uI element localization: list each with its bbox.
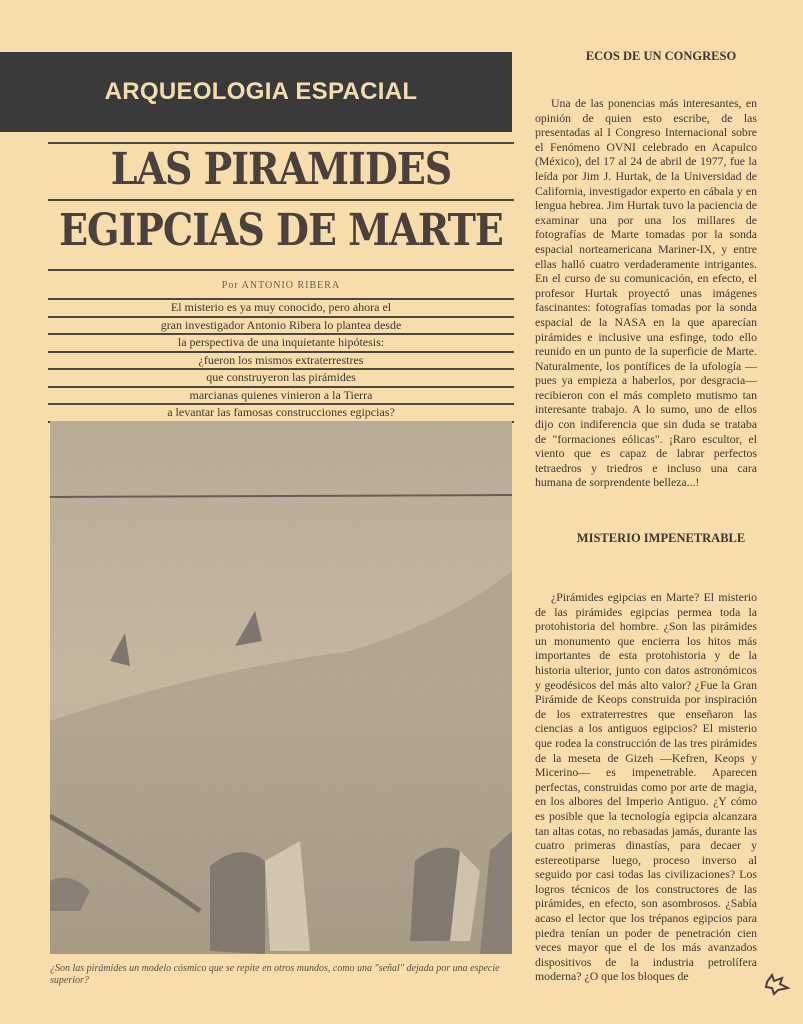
deck-line: marcianas quienes vinieron a la Tierra — [48, 386, 514, 404]
section-banner — [0, 52, 512, 132]
paragraph: ¿Pirámides egipcias en Marte? El misterio de las pirámides egipcias permea toda la protohistoria del hombre. ¿Son las pirámides un monumento que encierra los hitos más importantes de esta protohistoria y de la historia ulterior, junto con datos astronómicos y geodésicos del más alto valor? ¿Fue la Gran Pirámide de Keops construida por inspiración de los extraterrestres que enseñaron las ciencias a los antiguos egipcios? El misterio que rodea la construcción de las tres pirámides de la meseta de Gizeh —Kefren, Keops y Micerino— es impenetrable. Aparecen perfectas, construidas como por arte de magia, en los albores del Imperio Antiguo. ¿Y cómo es posible que la tecnología egipcia alcanzara tan altas cotas, no rebasadas jamás, durante las cuatro primeras dinastías, para decaer y estereotiparse luego, proceso inverso al seguido por casi todas las civilizaciones? Los logros técnicos de los constructores de las pirámides, en efecto, son asombrosos. ¿Sabía acaso el lector que los trépanos egipcios para piedra tenían un poder de penetración cien veces mayor que el de los más avanzados dispositivos de la industria petrolífera moderna? ¿O que los bloques de — [535, 590, 757, 984]
divider — [48, 269, 514, 271]
section-label: ARQUEOLOGIA ESPACIAL — [104, 78, 418, 105]
mars-surface-photo — [50, 421, 512, 954]
deck-line: que construyeron las pirámides — [48, 368, 514, 386]
deck-line: gran investigador Antonio Ribera lo plantea desde — [48, 316, 514, 334]
deck-line: la perspectiva de una inquietante hipótesis: — [48, 333, 514, 351]
continue-mark-icon — [764, 972, 790, 996]
deck — [48, 298, 514, 423]
deck-line: ¿fueron los mismos extraterrestres — [48, 351, 514, 369]
headline-line-1: LAS PIRAMIDES — [110, 142, 452, 195]
article-column — [535, 590, 757, 984]
deck-line: a levantar las famosas construcciones egipcias? — [48, 403, 514, 423]
photo-image — [50, 421, 512, 954]
headline-line-2: EGIPCIAS DE MARTE — [59, 203, 503, 256]
deck-line: El misterio es ya muy conocido, pero ahora el — [48, 298, 514, 316]
photo-caption: ¿Son las pirámides un modelo cósmico que se repite en otros mundos, como una "señal" dejada por una especie superior? — [50, 963, 500, 986]
paragraph: Una de las ponencias más interesantes, en opinión de quien esto escribe, de las presentadas al I Congreso Internacional sobre el Fenómeno OVNI celebrado en Acapulco (México), del 17 al 24 de abril de 1977, fue la leída por Jim J. Hurtak, de la Universidad de California, investigador experto en cábala y en lengua hebrea. Jim Hurtak tuvo la paciencia de examinar una por una los millares de fotografías de Marte tomadas por la sonda espacial norteamericana Mariner-IX, y entre ellas halló cuatro verdaderamente intrigantes. En el curso de su comunicación, en efecto, el profesor Hurtak proyectó unas imágenes fascinantes: fotografías tomadas por la sonda espacial de la NASA en la que aparecían pirámides e inclusive una esfinge, todo ello reunido en un punto de la superficie de Marte. Naturalmente, los pontífices de la ufología —pues ya empieza a haberlos, por desgracia— recibieron con el más completo mutismo tan interesante trabajo. A lo sumo, uno de ellos dijo con indiferencia que sin duda se trataba de "formaciones eólicas". ¡Raro escultor, el viento que es capaz de labrar perfectos tetraedros y triedros e incluso una cara humana de sorprendente belleza...! — [535, 96, 757, 490]
divider — [48, 199, 514, 201]
subheading-ecos: ECOS DE UN CONGRESO — [585, 49, 737, 63]
subheading-misterio: MISTERIO IMPENETRABLE — [576, 531, 746, 545]
byline: Por ANTONIO RIBERA — [221, 280, 341, 291]
article-column — [535, 96, 757, 490]
